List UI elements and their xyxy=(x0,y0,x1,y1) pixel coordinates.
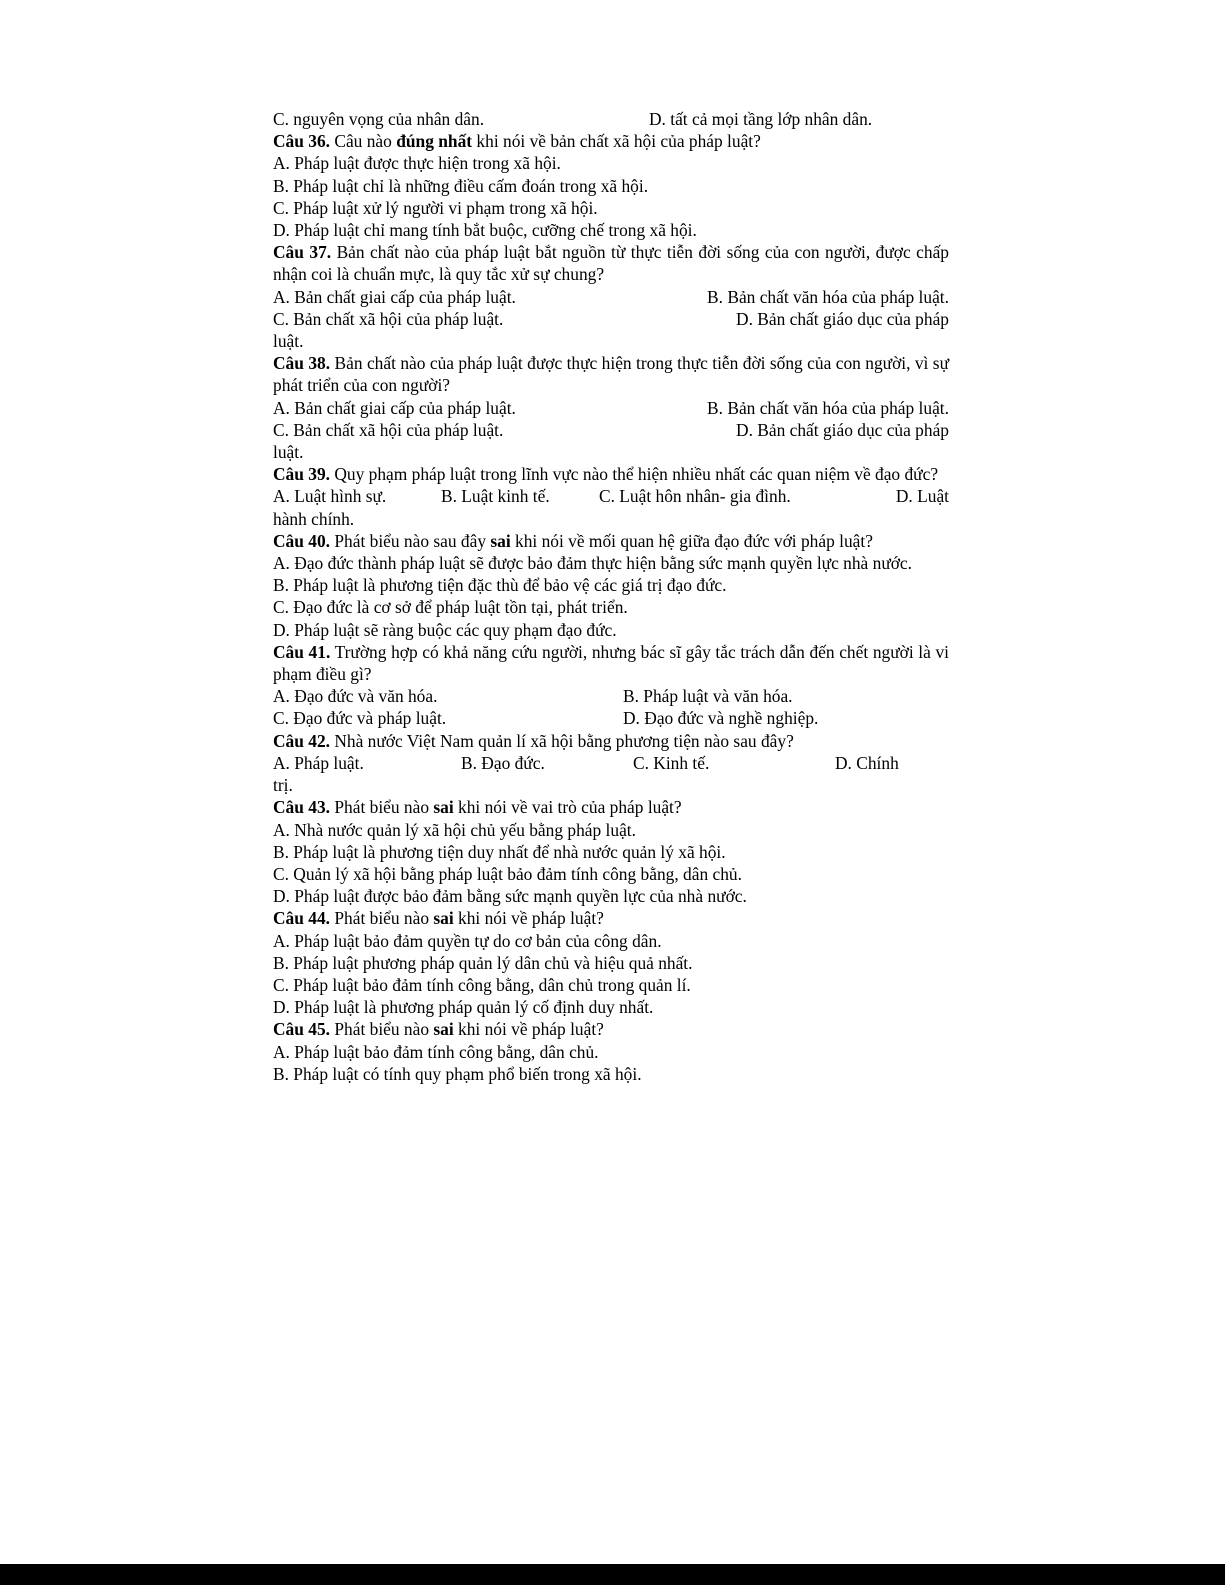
q38-option-c: C. Bản chất xã hội của pháp luật. xyxy=(273,419,504,440)
exam-questions xyxy=(273,108,949,1085)
q40-option-a: A. Đạo đức thành pháp luật sẽ được bảo đảm thực hiện bằng sức mạnh quyền lực nhà nước. xyxy=(273,553,913,574)
q39-options-row xyxy=(273,485,949,507)
q35-option-c: C. nguyên vọng của nhân dân. xyxy=(273,109,485,129)
q43-emphasis: sai xyxy=(433,797,454,818)
q36-option-a: A. Pháp luật được thực hiện trong xã hội. xyxy=(273,153,561,174)
q42-stem: Câu 42. Nhà nước Việt Nam quản lí xã hội bằng phương tiện nào sau đây? xyxy=(273,730,794,751)
q43-stem: Câu 43. Phát biểu nào sai khi nói về vai trò của pháp luật? xyxy=(273,797,682,818)
q45-option-a: A. Pháp luật bảo đảm tính công bằng, dân chủ. xyxy=(273,1041,599,1062)
q39-option-c: C. Luật hôn nhân- gia đình. xyxy=(599,486,791,507)
q38-option-d-continued: luật. xyxy=(273,442,304,463)
q42-option-a: A. Pháp luật. xyxy=(273,752,364,773)
q38-options-row-2 xyxy=(273,419,949,441)
q36-number: Câu 36. xyxy=(273,131,331,152)
q36-stem: Câu 36. Câu nào đúng nhất khi nói về bản chất xã hội của pháp luật? xyxy=(273,131,761,152)
q40-emphasis: sai xyxy=(490,530,511,551)
q37-number: Câu 37. xyxy=(273,242,332,263)
q41-options-row-2 xyxy=(273,707,949,729)
q41-stem: Câu 41. Trường hợp có khả năng cứu người, nhưng bác sĩ gây tắc trách dẫn đến chết người là vi phạm điều gì? xyxy=(273,641,950,685)
q44-emphasis: sai xyxy=(433,908,454,929)
q37-option-a: A. Bản chất giai cấp của pháp luật. xyxy=(273,286,516,307)
q39-option-b: B. Luật kinh tế. xyxy=(441,486,550,507)
q44-option-b: B. Pháp luật phương pháp quản lý dân chủ và hiệu quả nhất. xyxy=(273,952,693,973)
q42-option-d-continued: trị. xyxy=(273,775,293,796)
q40-stem: Câu 40. Phát biểu nào sau đây sai khi nói về mối quan hệ giữa đạo đức với pháp luật? xyxy=(273,530,873,551)
q43-option-b: B. Pháp luật là phương tiện duy nhất để nhà nước quản lý xã hội. xyxy=(273,841,726,862)
page-bottom-edge xyxy=(0,1564,1225,1585)
q41-option-a: A. Đạo đức và văn hóa. xyxy=(273,686,438,707)
q43-option-a: A. Nhà nước quản lý xã hội chủ yếu bằng pháp luật. xyxy=(273,819,636,840)
q40-option-c: C. Đạo đức là cơ sở để pháp luật tồn tại, phát triển. xyxy=(273,597,628,618)
q36-option-b: B. Pháp luật chỉ là những điều cấm đoán trong xã hội. xyxy=(273,175,649,196)
q41-option-b: B. Pháp luật và văn hóa. xyxy=(623,686,793,707)
q43-option-c: C. Quản lý xã hội bằng pháp luật bảo đảm tính công bằng, dân chủ. xyxy=(273,863,742,884)
q38-option-b: B. Bản chất văn hóa của pháp luật. xyxy=(707,397,949,418)
q38-option-a: A. Bản chất giai cấp của pháp luật. xyxy=(273,397,516,418)
q45-stem: Câu 45. Phát biểu nào sai khi nói về pháp luật? xyxy=(273,1019,604,1040)
q44-stem: Câu 44. Phát biểu nào sai khi nói về pháp luật? xyxy=(273,908,604,929)
q38-stem: Câu 38. Bản chất nào của pháp luật được thực hiện trong thực tiễn đời sống của con người, vì sự phát triển của con người? xyxy=(273,353,950,396)
q42-option-b: B. Đạo đức. xyxy=(461,752,545,773)
q43-number: Câu 43. xyxy=(273,797,331,818)
q37-option-d: D. Bản chất giáo dục của pháp xyxy=(736,308,949,329)
q37-stem: Câu 37. Bản chất nào của pháp luật bắt nguồn từ thực tiễn đời sống của con người, được chấp nhận coi là chuẩn mực, là quy tắc xử sự chung? xyxy=(273,242,949,285)
q45-number: Câu 45. xyxy=(273,1019,331,1040)
q42-options-row xyxy=(273,752,949,774)
q39-option-d: D. Luật xyxy=(895,486,949,507)
q37-option-c: C. Bản chất xã hội của pháp luật. xyxy=(273,308,504,329)
q35-option-d: D. tất cả mọi tầng lớp nhân dân. xyxy=(649,109,873,129)
q40-option-d: D. Pháp luật sẽ ràng buộc các quy phạm đạo đức. xyxy=(273,619,617,640)
q44-option-a: A. Pháp luật bảo đảm quyền tự do cơ bản của công dân. xyxy=(273,930,662,951)
q42-option-d: D. Chính xyxy=(835,752,899,773)
q36-emphasis: đúng nhất xyxy=(396,131,473,152)
q36-option-c: C. Pháp luật xử lý người vi phạm trong xã hội. xyxy=(273,197,598,218)
q42-option-c: C. Kinh tế. xyxy=(633,752,710,773)
q38-option-d: D. Bản chất giáo dục của pháp xyxy=(736,419,949,440)
q45-option-b: B. Pháp luật có tính quy phạm phổ biến trong xã hội. xyxy=(273,1063,642,1084)
q41-option-c: C. Đạo đức và pháp luật. xyxy=(273,708,447,729)
q40-number: Câu 40. xyxy=(273,530,331,551)
q39-option-a: A. Luật hình sự. xyxy=(273,486,387,507)
q39-stem: Câu 39. Quy phạm pháp luật trong lĩnh vực nào thể hiện nhiều nhất các quan niệm về đạo đức? xyxy=(273,464,939,485)
q37-options-row-2 xyxy=(273,308,949,330)
q41-option-d: D. Đạo đức và nghề nghiệp. xyxy=(623,708,819,729)
q41-number: Câu 41. xyxy=(273,641,331,662)
q45-emphasis: sai xyxy=(433,1019,454,1040)
q37-option-b: B. Bản chất văn hóa của pháp luật. xyxy=(707,286,949,307)
q44-option-d: D. Pháp luật là phương pháp quản lý cố định duy nhất. xyxy=(273,997,654,1018)
q38-number: Câu 38. xyxy=(273,353,331,374)
q36-option-d: D. Pháp luật chỉ mang tính bắt buộc, cưỡng chế trong xã hội. xyxy=(273,220,697,241)
q43-option-d: D. Pháp luật được bảo đảm bằng sức mạnh quyền lực của nhà nước. xyxy=(273,886,747,907)
q39-option-d-continued: hành chính. xyxy=(273,508,355,529)
q37-options-row-1 xyxy=(273,286,949,308)
q35-options-row xyxy=(273,108,949,130)
q42-number: Câu 42. xyxy=(273,730,331,751)
q37-option-d-continued: luật. xyxy=(273,331,304,352)
q44-number: Câu 44. xyxy=(273,908,331,929)
q39-number: Câu 39. xyxy=(273,464,331,485)
q41-options-row-1 xyxy=(273,685,949,707)
q44-option-c: C. Pháp luật bảo đảm tính công bằng, dân chủ trong quản lí. xyxy=(273,974,691,995)
q38-options-row-1 xyxy=(273,397,949,419)
q40-option-b: B. Pháp luật là phương tiện đặc thù để bảo vệ các giá trị đạo đức. xyxy=(273,575,727,596)
